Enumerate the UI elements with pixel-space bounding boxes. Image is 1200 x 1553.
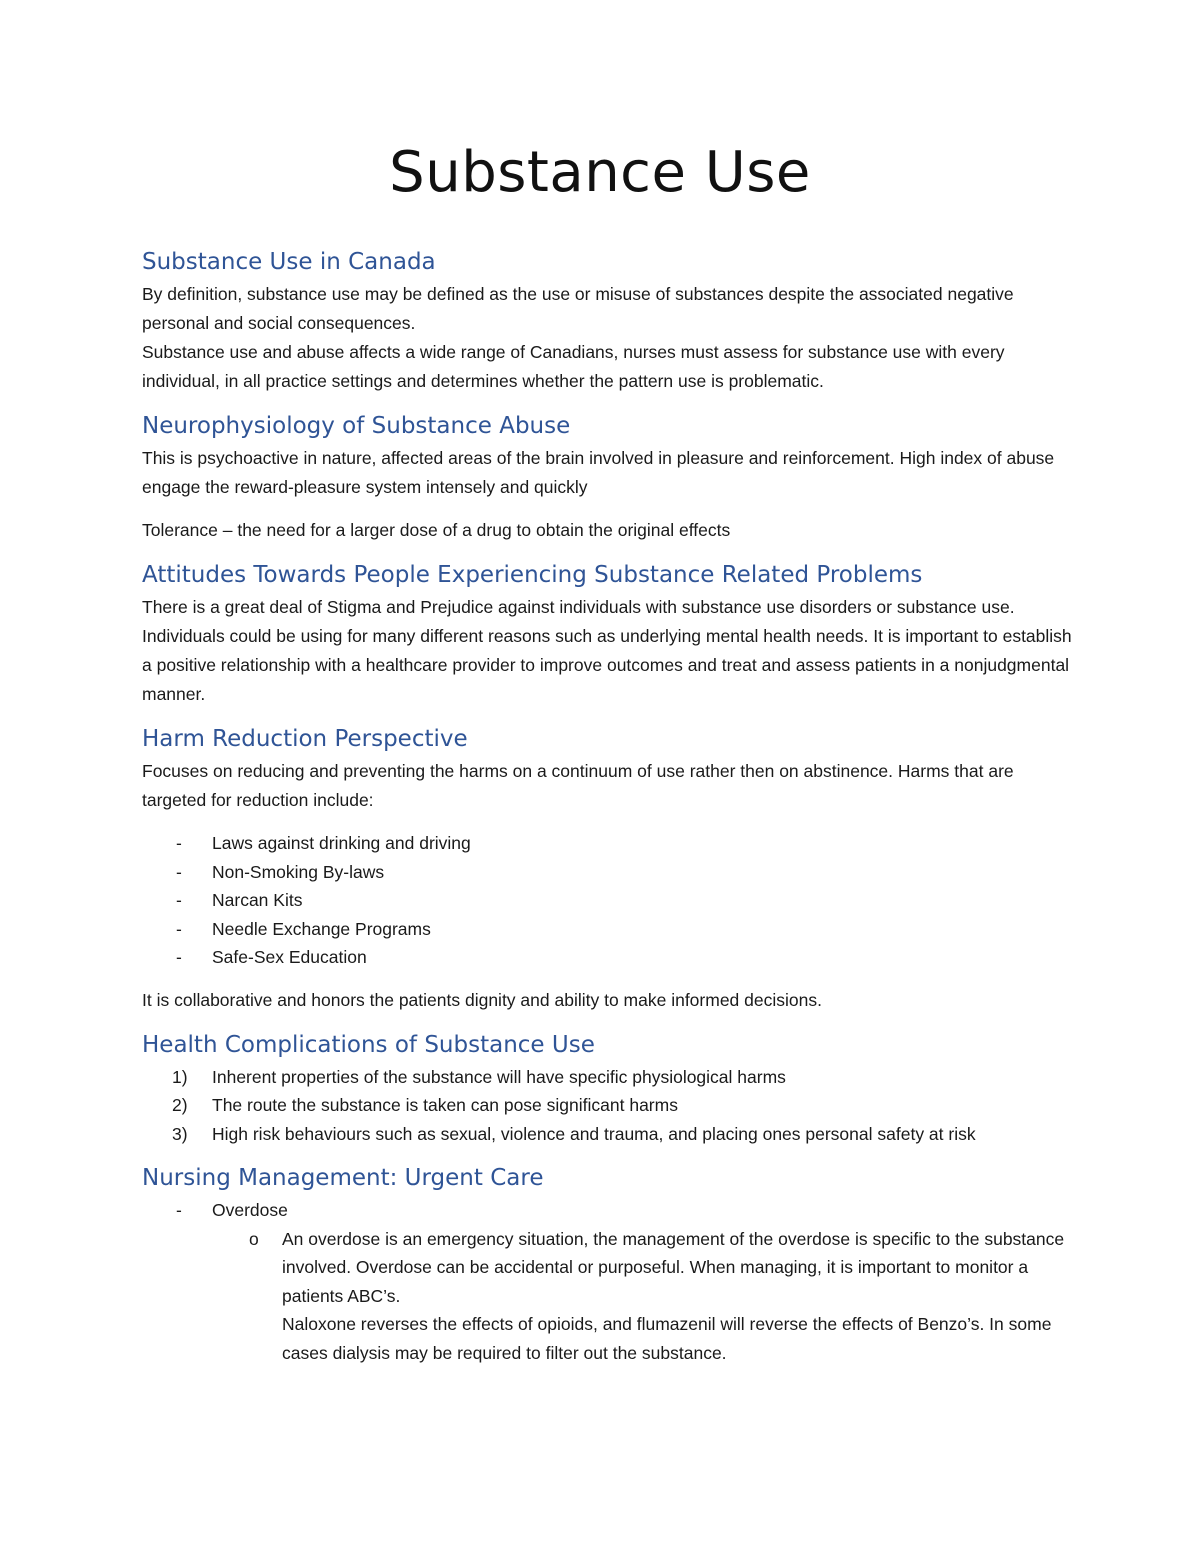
- complications-list: [142, 1063, 1072, 1149]
- section-heading: Neurophysiology of Substance Abuse: [142, 413, 571, 439]
- list-item: 3) High risk behaviours such as sexual, violence and trauma, and placing ones personal safety at risk: [142, 1120, 1072, 1149]
- section-heading: Attitudes Towards People Experiencing Substance Related Problems: [142, 562, 923, 588]
- number-marker: 2): [172, 1095, 188, 1115]
- dash-marker: -: [176, 890, 182, 910]
- section-attitudes: [142, 559, 1072, 709]
- section-heading: Nursing Management: Urgent Care: [142, 1165, 544, 1191]
- paragraph: It is collaborative and honors the patients dignity and ability to make informed decisions.: [142, 989, 822, 1010]
- paragraph: Tolerance – the need for a larger dose of a drug to obtain the original effects: [142, 520, 731, 540]
- section-health-complications: [142, 1029, 1072, 1149]
- dash-marker: -: [176, 1200, 182, 1220]
- list-item: - Laws against drinking and driving: [142, 829, 1072, 858]
- urgent-care-list: [142, 1196, 1072, 1225]
- harm-reduction-list: [142, 829, 1072, 972]
- paragraph: Substance use and abuse affects a wide range of Canadians, nurses must assess for substance use with every individual, in all practice settings and determines whether the pattern use is problematic.: [142, 342, 1005, 391]
- paragraph: By definition, substance use may be defined as the use or misuse of substances despite the associated negative personal and social consequences.: [142, 284, 1014, 333]
- overdose-sublist: [142, 1225, 1072, 1368]
- list-item: - Non-Smoking By-laws: [142, 858, 1072, 887]
- dash-marker: -: [176, 947, 182, 967]
- paragraph: There is a great deal of Stigma and Prejudice against individuals with substance use disorders or substance use. Individuals could be using for many different reasons such as underlying mental health needs. It is important to establish a positive relationship with a healthcare provider to improve outcomes and treat and assess patients in a nonjudgmental manner.: [142, 597, 1072, 704]
- sub-list-item: [142, 1225, 1072, 1368]
- list-item: - Needle Exchange Programs: [142, 915, 1072, 944]
- circle-marker: o: [249, 1228, 259, 1249]
- list-item: - Narcan Kits: [142, 886, 1072, 915]
- sub-item-text: An overdose is an emergency situation, the management of the overdose is specific to the substance involved. Overdose can be accidental or purposeful. When managing, it is important to monitor a patients ABC’s.: [282, 1228, 1065, 1306]
- section-heading: Health Complications of Substance Use: [142, 1031, 595, 1058]
- list-item: - Safe-Sex Education: [142, 943, 1072, 972]
- section-neurophysiology: [142, 410, 1072, 545]
- paragraph: This is psychoactive in nature, affected areas of the brain involved in pleasure and reinforcement. High index of abuse engage the reward-pleasure system intensely and quickly: [142, 448, 1055, 497]
- number-marker: 3): [172, 1123, 188, 1144]
- dash-marker: -: [176, 918, 182, 939]
- list-item: 1) Inherent properties of the substance will have specific physiological harms: [142, 1063, 1072, 1092]
- sub-item-text: Naloxone reverses the effects of opioids, and flumazenil will reverse the effects of Benzo’s. In some cases dialysis may be required to filter out the substance.: [282, 1314, 1052, 1363]
- paragraph: Focuses on reducing and preventing the harms on a continuum of use rather then on abstinence. Harms that are targeted for reduction include:: [142, 761, 1014, 810]
- dash-marker: -: [176, 861, 182, 882]
- section-substance-use-in-canada: [142, 246, 1072, 396]
- list-item: - Overdose: [142, 1196, 1072, 1225]
- section-heading: Substance Use in Canada: [142, 249, 436, 275]
- document-title: Substance Use: [389, 140, 811, 205]
- list-item: 2) The route the substance is taken can pose significant harms: [142, 1091, 1072, 1120]
- section-nursing-management: [142, 1162, 1072, 1367]
- dash-marker: -: [176, 833, 182, 853]
- section-heading: Harm Reduction Perspective: [142, 726, 468, 752]
- section-harm-reduction: [142, 723, 1072, 1015]
- number-marker: 1): [172, 1066, 188, 1087]
- document-body: [142, 246, 1072, 1367]
